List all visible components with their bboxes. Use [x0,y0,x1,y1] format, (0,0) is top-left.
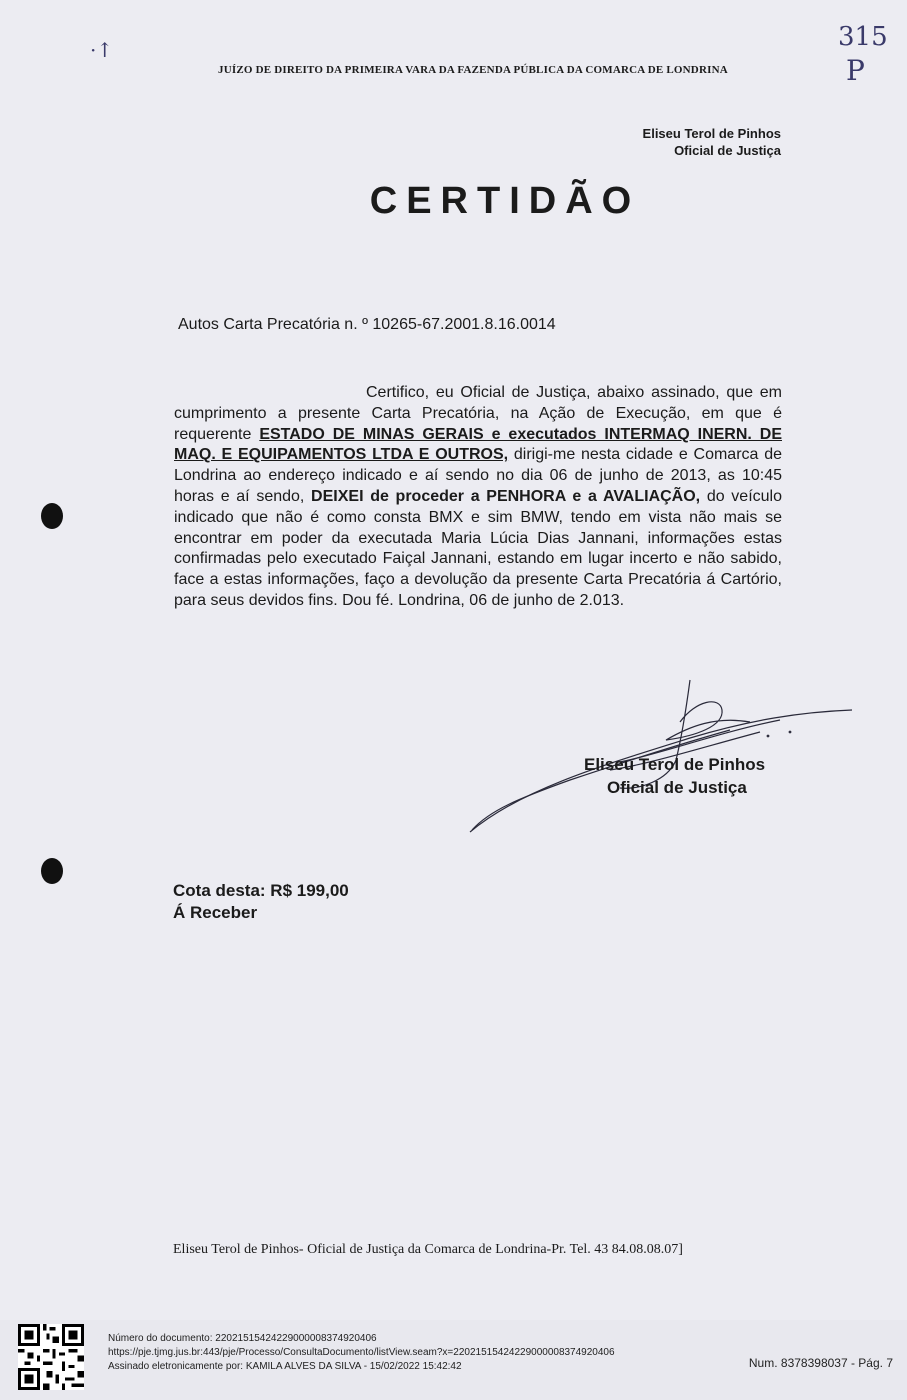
signature-role: Oficial de Justiça [607,778,747,797]
document-number: Número do documento: 22021515424229000008374920406 [108,1333,377,1344]
punch-hole [41,503,63,529]
body-paragraph [174,383,782,612]
handwritten-page-number: 315 [838,22,888,52]
signer-name: Eliseu Terol de Pinhos [642,126,781,141]
body-end: do veículo indicado que não é como consta BMX e sim BMW, tendo em vista não mais se encontrar em poder da executada Maria Lúcia Dias Jannani, informações estas confirmadas pelo executado Faiçal Jannani, estando em lugar incerto e não sabido, face a estas informações, faço a devolução da presente Carta Precatória á Cartório, para seus devidos fins. Dou fé. Londrina, 06 de junho de 2.013. [174,487,782,609]
parties-text: ESTADO DE MINAS GERAIS e executados INTERMAQ INERN. DE MAQ. E EQUIPAMENTOS LTDA E OUTROS, [174,425,782,464]
fee-amount: Cota desta: R$ 199,00 [173,881,349,900]
handwritten-mark: P [846,54,865,87]
signature-name: Eliseu Terol de Pinhos [584,755,766,774]
signer-role: Oficial de Justiça [674,143,781,158]
fee-block [173,880,349,924]
case-reference: Autos Carta Precatória n. º 10265-67.2001.8.16.0014 [178,316,556,333]
fee-status: Á Receber [173,903,258,922]
document-title: CERTIDÃO [369,180,641,222]
page-footer: Eliseu Terol de Pinhos- Oficial de Justiça da Comarca de Londrina-Pr. Tel. 43 84.08.08.07] [173,1242,683,1257]
signer-block-top [643,125,781,159]
certificate-body [174,383,782,612]
action-text: DEIXEI de proceder a PENHORA e a AVALIAÇÃO, [311,487,701,505]
document-url: https://pje.tjmg.jus.br:443/pje/Processo/ConsultaDocumento/listView.seam?x=22021515424229000008374920406 [108,1347,615,1358]
corner-mark: ·↑ [90,38,114,62]
body-intro: Certifico, eu Oficial de Justiça, abaixo assinado, que em cumprimento a presente Carta Precatória, na Ação de Execução, em que é requerente [174,384,782,443]
punch-hole [41,858,63,884]
page-number: Num. 8378398037 - Pág. 7 [748,1356,893,1370]
signature-block [584,753,765,799]
signed-by: Assinado eletronicamente por: KAMILA ALVES DA SILVA - 15/02/2022 15:42:42 [108,1361,462,1372]
qr-code-icon [18,1324,84,1390]
body-middle: dirigi-me nesta cidade e Comarca de Londrina ao endereço indicado e aí sendo no dia 06 de junho de 2013, as 10:45 horas e aí sendo, [174,446,783,505]
electronic-signature-info [108,1332,615,1374]
court-header: JUÍZO DE DIREITO DA PRIMEIRA VARA DA FAZENDA PÚBLICA DA COMARCA DE LONDRINA [218,64,728,76]
